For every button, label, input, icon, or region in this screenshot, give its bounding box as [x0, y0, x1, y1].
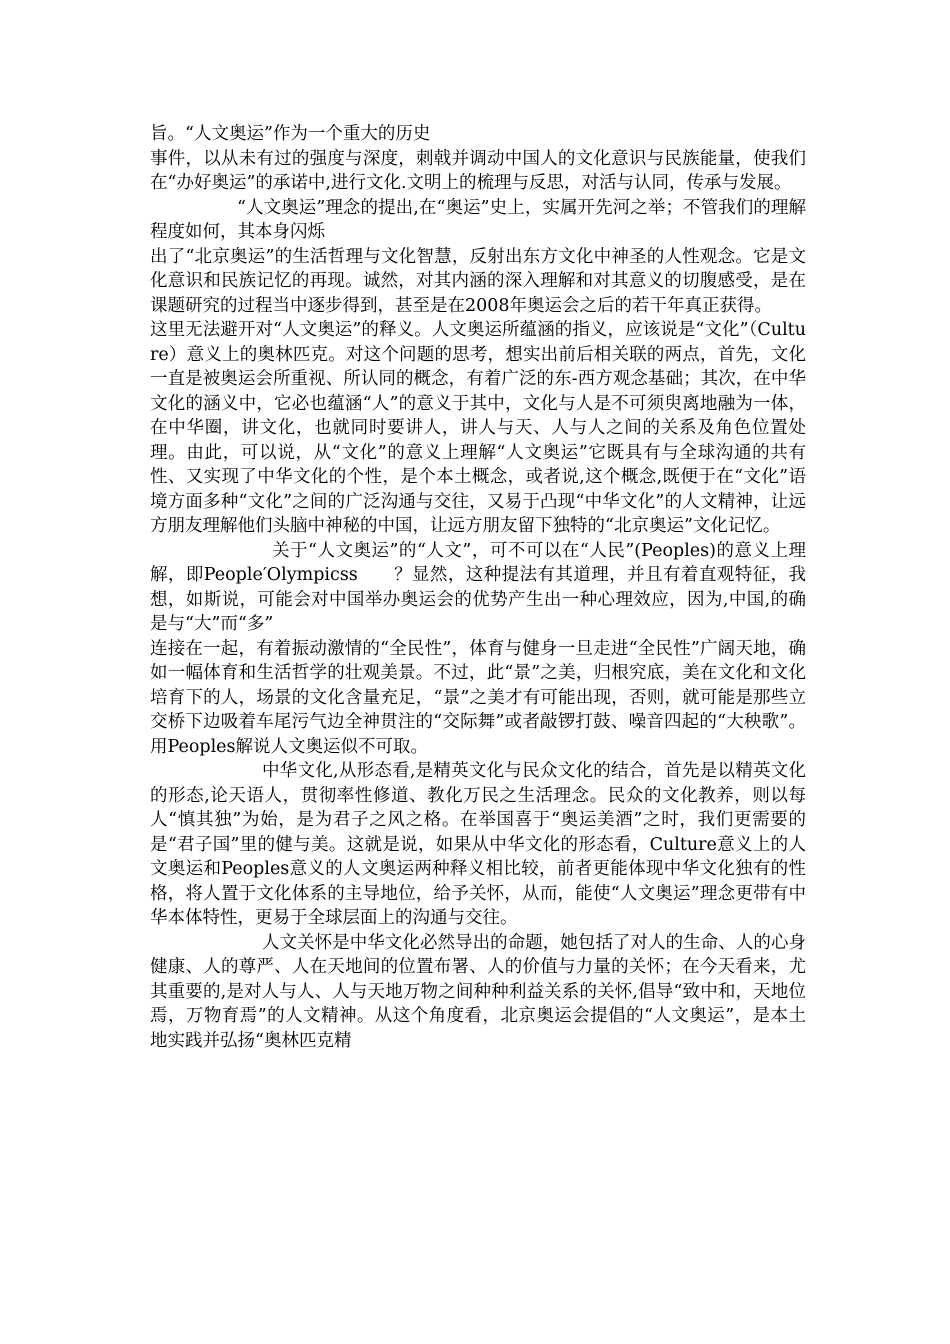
paragraph-1: 旨。“人文奥运”作为一个重大的历史	[150, 124, 431, 144]
paragraph-6: 关于“人文奥运”的“人文”，可不可以在“人民”(Peoples)的意义上理解，即People′Olympicss ？显然，这种提法有其道理，并且有着直观特征，我想，如斯说，可能会对中国举办奥运会的优势产生出一种心理效应，因为,中国,的确是与“大”而“多”	[150, 540, 806, 634]
paragraph-8: 中华文化,从形态看,是精英文化与民众文化的结合，首先是以精英文化的形态,论天语人，贯彻率性修道、教化万民之生活理念。民众的文化教养，则以每人“慎其独”为始，是为君子之风之格。在举国喜于“奥运美酒”之时，我们更需要的是“君子国”里的健与美。这就是说，如果从中华文化的形态看，Culture意义上的人文奥运和Peoples意义的人文奥运两种释义相比较，前者更能体现中华文化独有的性格，将人置于文化体系的主导地位，给予关怀，从而，能使“人文奥运”理念更带有中华本体特性，更易于全球层面上的沟通与交往。	[150, 761, 806, 928]
paragraph-5: 这里无法避开对“人文奥运”的释义。人文奥运所蕴涵的指义，应该说是“文化”（Culture）意义上的奥林匹克。对这个问题的思考，想实出前后相关联的两点，首先，文化一直是被奥运会所重视、所认同的概念，有着广泛的东-西方观念基础；其次，在中华文化的涵义中，它必也蕴涵“人”的意义于其中，文化与人是不可须臾离地融为一体，在中华圈，讲文化，也就同时要讲人，讲人与天、人与人之间的关系及角色位置处理。由此，可以说，从“文化”的意义上理解“人文奥运”它既具有与全球沟通的共有性、又实现了中华文化的个性，是个本土概念，或者说,这个概念,既便于在“文化”语境方面多种“文化”之间的广泛沟通与交往，又易于凸现“中华文化”的人文精神，让远方朋友理解他们头脑中神秘的中国，让远方朋友留下独特的“北京奥运”文化记忆。	[150, 320, 806, 536]
paragraph-3: “人文奥运”理念的提出,在“奥运”史上，实属开先河之举；不管我们的理解程度如何，其本身闪烁	[150, 197, 806, 242]
paragraph-9: 人文关怀是中华文化必然导出的命题，她包括了对人的生命、人的心身健康、人的尊严、人在天地间的位置布署、人的价值与力量的关怀；在今天看来，尤其重要的,是对人与人、人与天地万物之间种种利益关系的关怀,倡导“致中和，天地位焉，万物育焉”的人文精神。从这个角度看，北京奥运会提倡的“人文奥运”，是本土地实践并弘扬“奥林匹克精	[150, 932, 806, 1051]
paragraph-2: 事件，以从未有过的强度与深度，刺戟并调动中国人的文化意识与民族能量，使我们在“办好奥运”的承诺中,进行文化.文明上的梳理与反思，对活与认同，传承与发展。	[150, 148, 806, 193]
paragraph-7: 连接在一起，有着振动激情的“全民性”，体育与健身一旦走进“全民性”广阔天地，确如一幅体育和生活哲学的壮观美景。不过，此“景”之美，归根究底，美在文化和文化培育下的人，场景的文化含量充足，“景”之美才有可能出现，否则，就可能是那些立交桥下边吸着车尾污气边全神贯注的“交际舞”或者敲锣打鼓、噪音四起的“大秧歌”。用Peoples解说人文奥运似不可取。	[150, 638, 806, 757]
document-body	[150, 122, 806, 1053]
paragraph-4: 出了“北京奥运”的生活哲理与文化智慧，反射出东方文化中神圣的人性观念。它是文化意识和民族记忆的再现。诚然，对其内涵的深入理解和对其意义的切腹感受，是在课题研究的过程当中逐步得到，甚至是在2008年奥运会之后的若干年真正获得。	[150, 246, 806, 316]
